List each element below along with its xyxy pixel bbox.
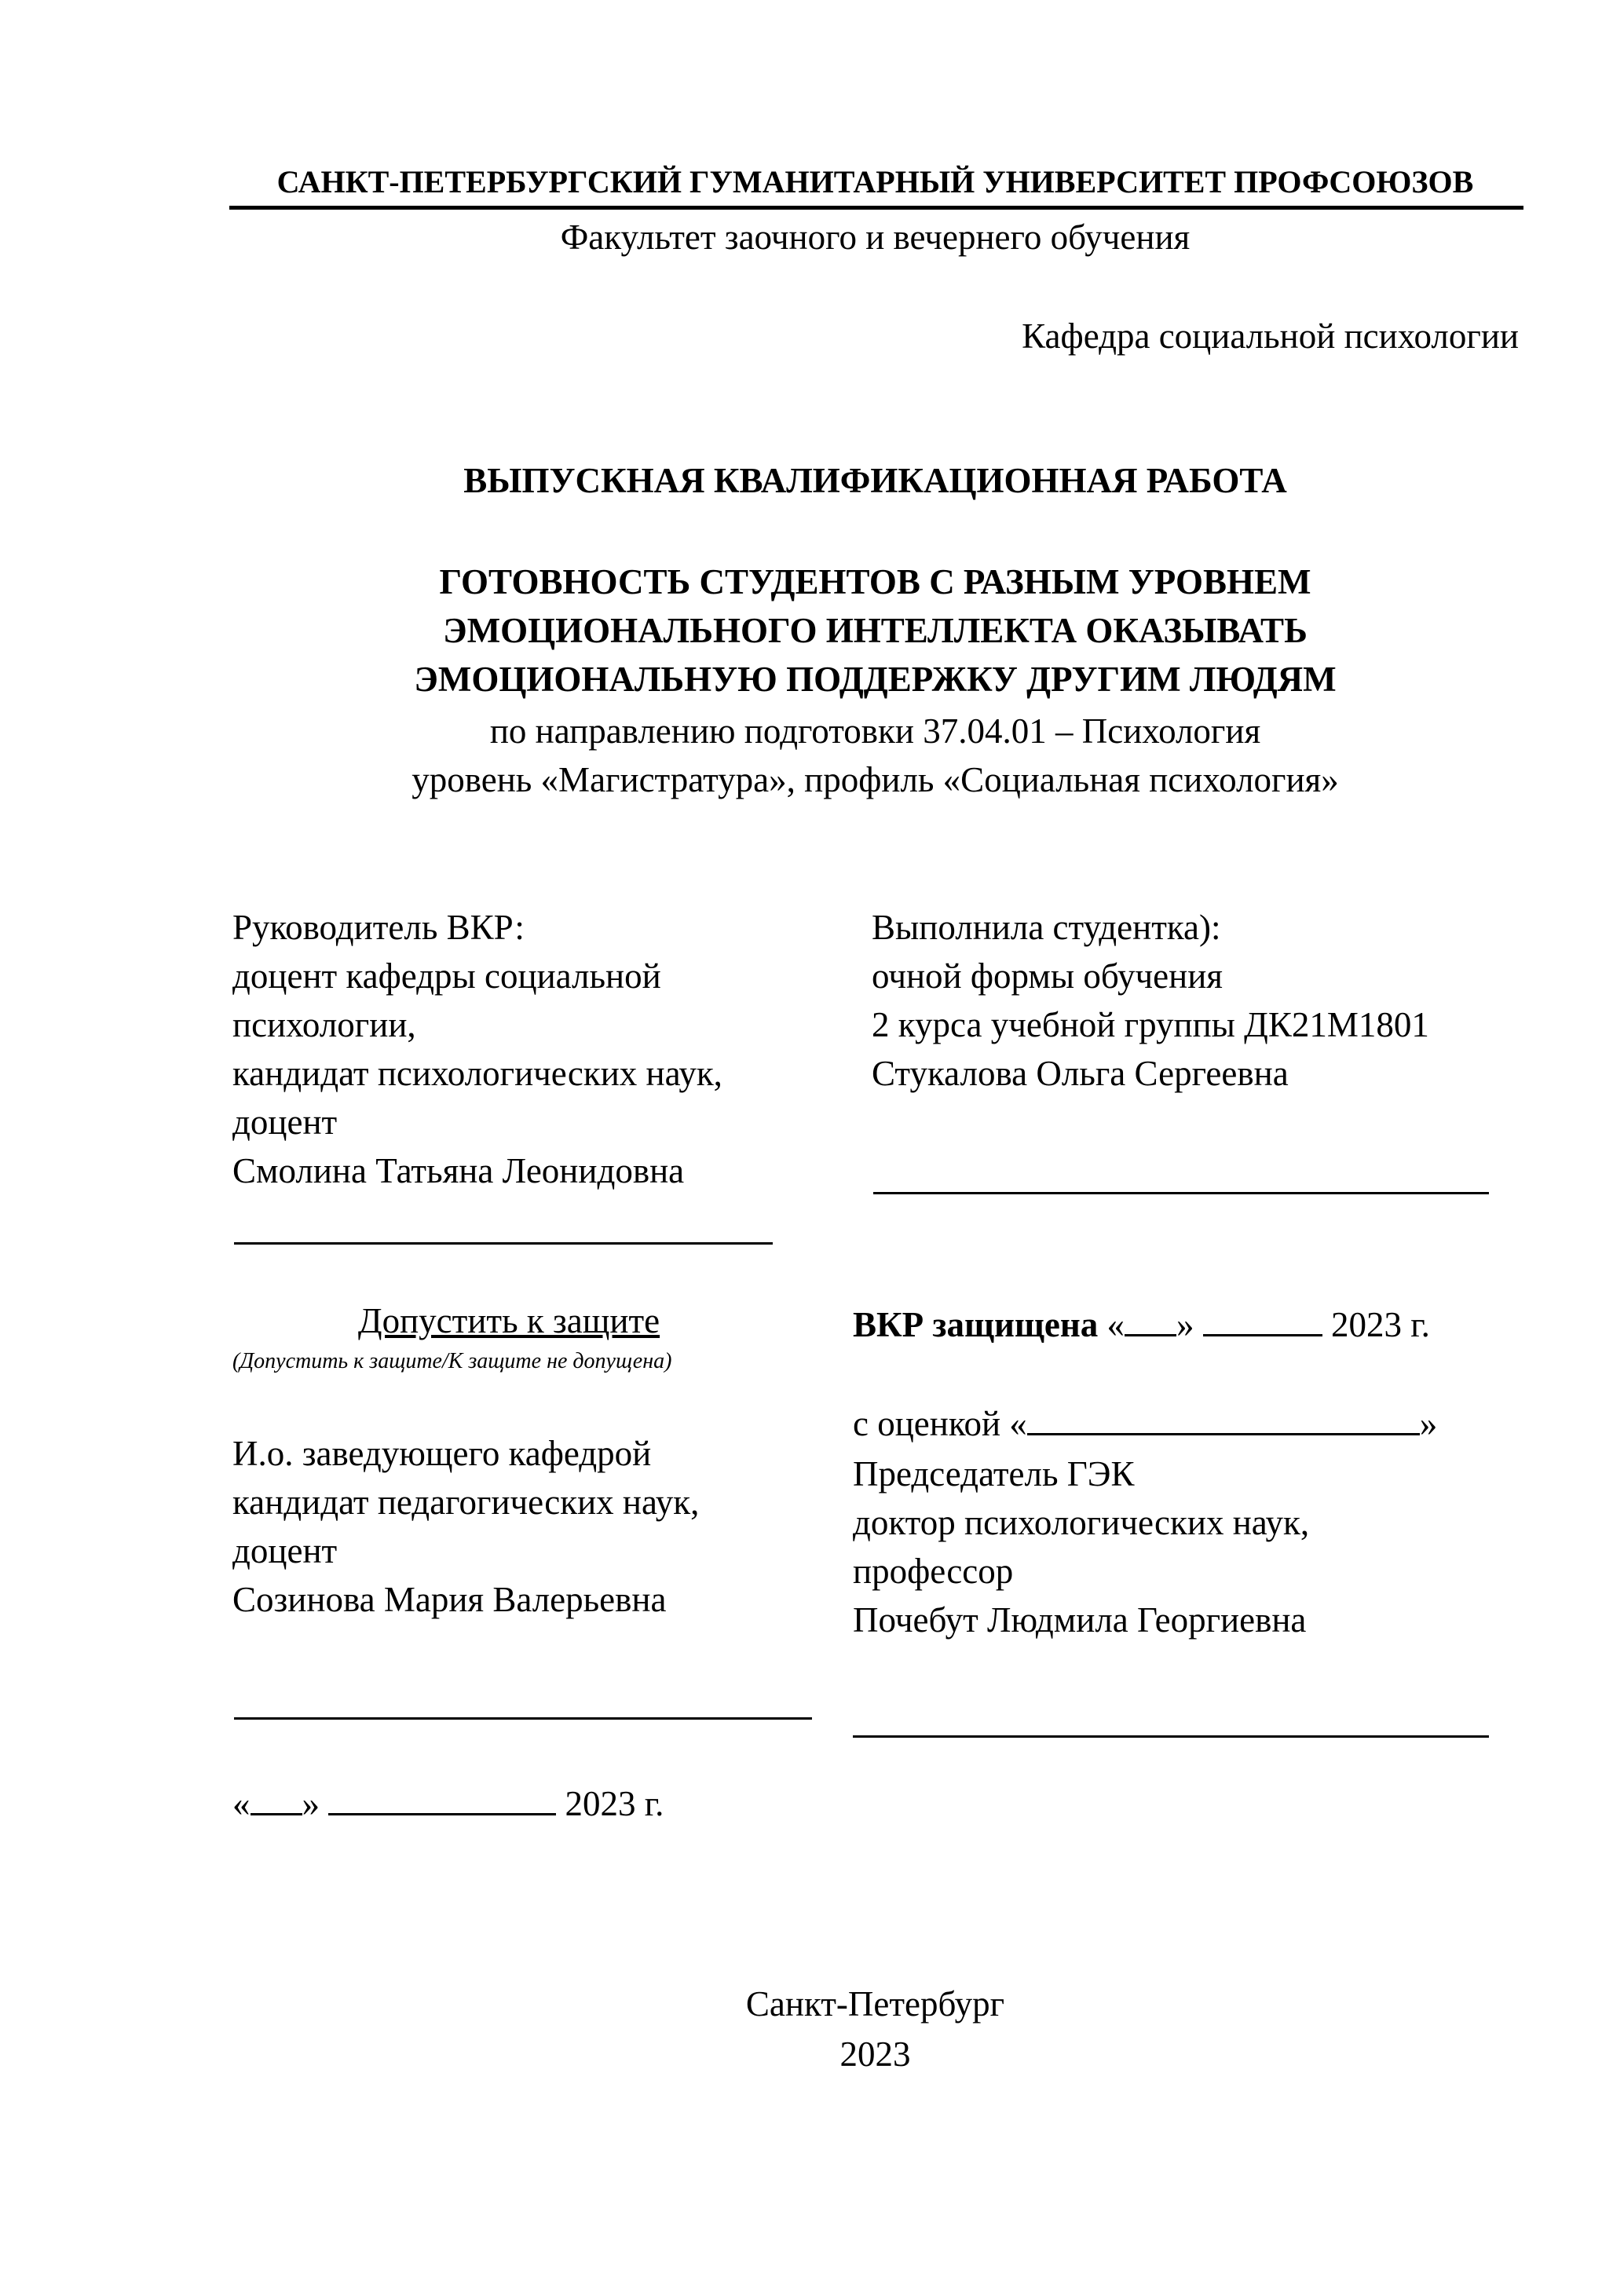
student-name: Стукалова Ольга Сергеевна	[872, 1054, 1289, 1093]
year: 2023	[839, 2035, 911, 2074]
title-line: ЭМОЦИОНАЛЬНУЮ ПОДДЕРЖКУ ДРУГИМ ЛЮДЯМ	[414, 660, 1337, 699]
admission-date: « » 2023 г.	[232, 1784, 664, 1823]
grade-blank[interactable]	[1027, 1405, 1420, 1435]
chair-name: Почебут Людмила Георгиевна	[853, 1600, 1307, 1640]
defense-month-blank[interactable]	[1203, 1306, 1322, 1336]
supervisor-line: Руководитель ВКР:	[232, 908, 525, 947]
student-block	[872, 903, 1429, 1098]
work-title	[229, 558, 1521, 704]
admission-year: 2023 г.	[565, 1784, 664, 1823]
university-name: САНКТ-ПЕТЕРБУРГСКИЙ ГУМАНИТАРНЫЙ УНИВЕРСИТЕТ ПРОФСОЮЗОВ	[276, 164, 1474, 199]
admission-note: (Допустить к защите/К защите не допущена)	[232, 1349, 672, 1373]
footer	[229, 1979, 1521, 2079]
direction-line: по направлению подготовки 37.04.01 – Психология	[489, 711, 1261, 751]
title-line: ГОТОВНОСТЬ СТУДЕНТОВ С РАЗНЫМ УРОВНЕМ	[439, 562, 1311, 601]
defense-year: 2023 г.	[1331, 1305, 1430, 1344]
title-line: ЭМОЦИОНАЛЬНОГО ИНТЕЛЛЕКТА ОКАЗЫВАТЬ	[443, 611, 1308, 650]
chair-block	[853, 1450, 1309, 1644]
student-line: 2 курса учебной группы ДК21М1801	[872, 1005, 1429, 1044]
supervisor-name: Смолина Татьяна Леонидовна	[232, 1151, 685, 1190]
work-type: ВЫПУСКНАЯ КВАЛИФИКАЦИОННАЯ РАБОТА	[463, 461, 1287, 500]
supervisor-line: кандидат психологических наук,	[232, 1054, 722, 1093]
level-line: уровень «Магистратура», профиль «Социальная психология»	[411, 760, 1339, 799]
defense-day-blank[interactable]	[1125, 1306, 1176, 1336]
supervisor-signature-line[interactable]	[234, 1242, 773, 1245]
admission-decision: Допустить к защите	[357, 1301, 660, 1340]
student-signature-line[interactable]	[873, 1192, 1489, 1194]
head-signature-line[interactable]	[234, 1717, 812, 1720]
supervisor-line: психологии,	[232, 1005, 416, 1044]
head-line: И.о. заведующего кафедрой	[232, 1434, 652, 1473]
head-name: Созинова Мария Валерьевна	[232, 1580, 667, 1619]
department-name: Кафедра социальной психологии	[1022, 316, 1519, 356]
chair-line: доктор психологических наук,	[853, 1503, 1310, 1542]
header-rule	[229, 206, 1523, 210]
supervisor-line: доцент кафедры социальной	[232, 956, 661, 996]
day-blank[interactable]	[251, 1785, 302, 1815]
head-block	[232, 1429, 699, 1624]
chair-line: Председатель ГЭК	[853, 1454, 1135, 1493]
month-blank[interactable]	[328, 1785, 556, 1815]
city: Санкт-Петербург	[745, 1984, 1005, 2024]
study-direction	[229, 707, 1521, 804]
student-line: очной формы обучения	[872, 956, 1223, 996]
defense-date: ВКР защищена « » 2023 г.	[853, 1305, 1430, 1344]
chair-signature-line[interactable]	[853, 1735, 1489, 1738]
student-line: Выполнила студентка):	[872, 908, 1221, 947]
head-line: кандидат педагогических наук,	[232, 1483, 700, 1522]
supervisor-line: доцент	[232, 1102, 338, 1142]
defense-label: ВКР защищена	[853, 1305, 1099, 1344]
defense-grade: с оценкой « »	[853, 1404, 1438, 1443]
chair-line: профессор	[853, 1552, 1014, 1591]
faculty-name: Факультет заочного и вечернего обучения	[560, 218, 1191, 257]
supervisor-block	[232, 903, 722, 1195]
head-line: доцент	[232, 1531, 338, 1570]
